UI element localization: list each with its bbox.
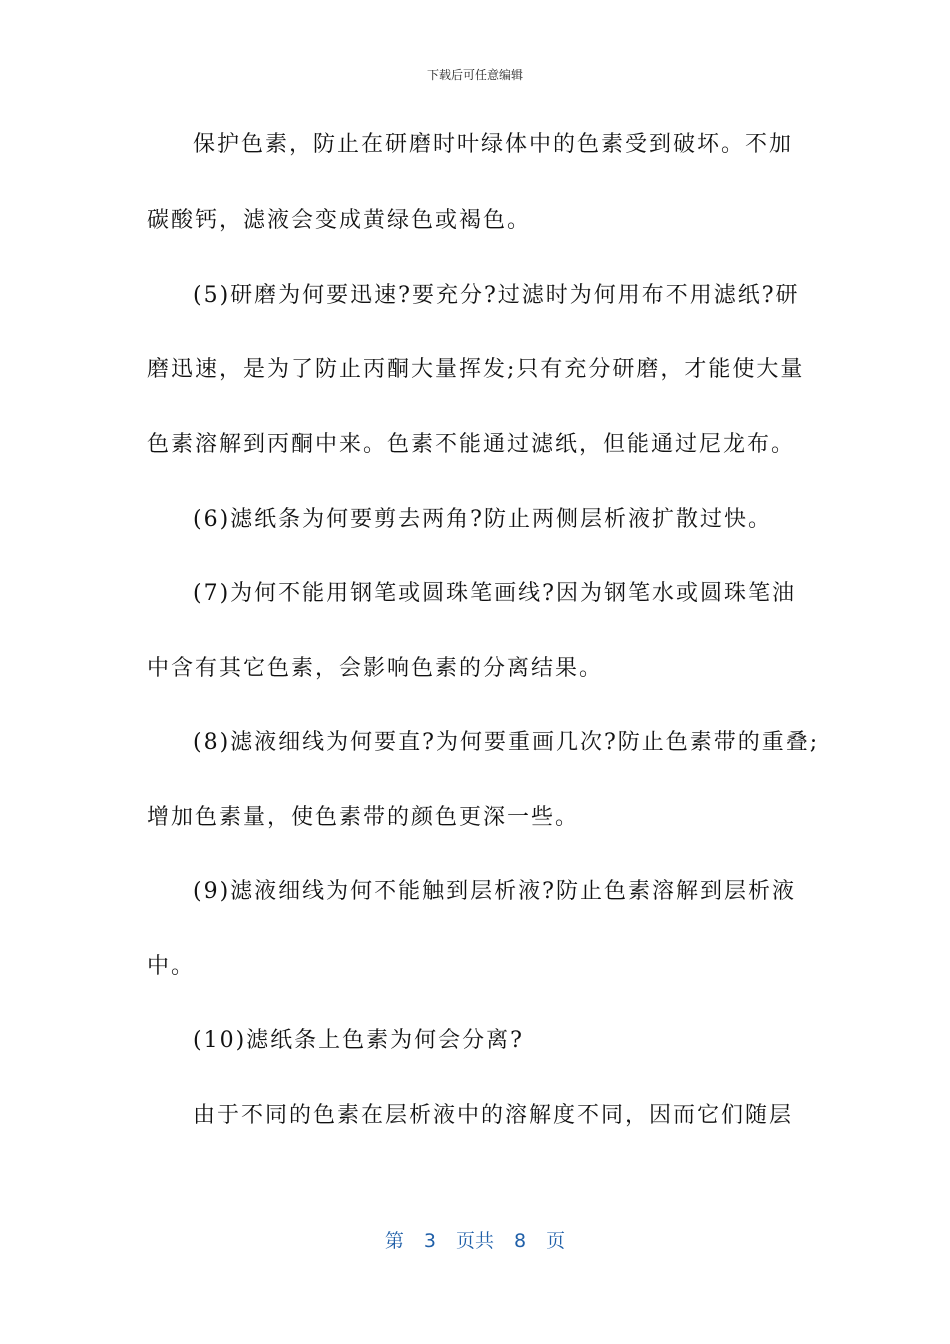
text-line: 中含有其它色素，会影响色素的分离结果。 <box>147 656 604 681</box>
text-line: 由于不同的色素在层析液中的溶解度不同，因而它们随层 <box>193 1103 794 1128</box>
total-pages-number: 8 <box>514 1230 527 1252</box>
text-line: 增加色素量，使色素带的颜色更深一些。 <box>147 805 580 830</box>
footer-suffix: 页 <box>546 1230 566 1252</box>
page-header: 下载后可任意编辑 <box>426 68 523 82</box>
footer-middle: 页共 <box>455 1230 494 1252</box>
text-line: 色素溶解到丙酮中来。色素不能通过滤纸，但能通过尼龙布。 <box>147 432 796 457</box>
text-line: (10)滤纸条上色素为何会分离? <box>193 1028 524 1053</box>
text-line: 中。 <box>147 954 196 979</box>
text-line: 保护色素，防止在研磨时叶绿体中的色素受到破坏。不加 <box>193 132 794 157</box>
text-line: (5)研磨为何要迅速?要充分?过滤时为何用布不用滤纸?研 <box>193 283 800 308</box>
text-line: 磨迅速，是为了防止丙酮大量挥发;只有充分研磨，才能使大量 <box>147 357 805 382</box>
text-line: (6)滤纸条为何要剪去两角?防止两侧层析液扩散过快。 <box>193 507 772 532</box>
footer-prefix: 第 <box>384 1230 404 1252</box>
current-page-number: 3 <box>423 1230 436 1252</box>
text-line: (9)滤液细线为何不能触到层析液?防止色素溶解到层析液 <box>193 879 796 904</box>
text-line: (8)滤液细线为何要直?为何要重画几次?防止色素带的重叠; <box>193 730 820 755</box>
page-footer <box>0 1226 950 1253</box>
text-line: (7)为何不能用钢笔或圆珠笔画线?因为钢笔水或圆珠笔油 <box>193 581 796 606</box>
text-line: 碳酸钙，滤液会变成黄绿色或褐色。 <box>147 208 532 233</box>
